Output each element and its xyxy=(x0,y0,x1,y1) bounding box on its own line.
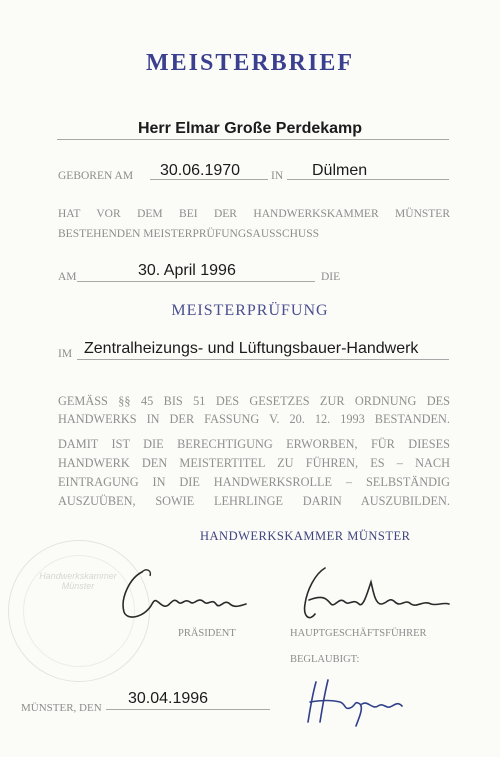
exam-heading: MEISTERPRÜFUNG xyxy=(171,302,329,319)
im-label: IM xyxy=(58,348,73,360)
rights-line-4: AUSZUÜBEN, SOWIE LEHRLINGE DARIN AUSZUBILDEN. xyxy=(58,494,450,508)
law-line-2: HANDWERKS IN DER FASSUNG V. 20. 12. 1993 BESTANDEN. xyxy=(58,412,450,426)
rights-line-3: EINTRAGUNG IN DIE HANDWERKSROLLE – SELBSTÄNDIG xyxy=(58,475,450,489)
in-label: IN xyxy=(271,170,284,182)
law-line-1: GEMÄSS §§ 45 BIS 51 DES GESETZES ZUR ORDNUNG DES xyxy=(58,394,450,408)
birth-place: Dülmen xyxy=(312,162,368,179)
document-title: MEISTERBRIEF xyxy=(145,50,355,76)
chamber-name: HANDWERKSKAMMER MÜNSTER xyxy=(200,529,411,543)
director-signature xyxy=(285,560,455,630)
certified-label: BEGLAUBIGT: xyxy=(290,654,360,665)
rights-line-1: DAMIT IST DIE BERECHTIGUNG ERWORBEN, FÜR DIESES xyxy=(58,437,450,451)
issue-date: 30.04.1996 xyxy=(128,690,209,707)
am-label: AM xyxy=(58,271,77,283)
president-signature xyxy=(112,560,262,630)
exam-date: 30. April 1996 xyxy=(138,262,236,279)
holder-name: Herr Elmar Große Perdekamp xyxy=(137,120,363,137)
issue-date-underline xyxy=(106,709,270,710)
trade-name: Zentralheizungs- und Lüftungsbauer-Handwerk xyxy=(84,340,419,357)
seal-text: Handwerkskammer Münster xyxy=(39,571,117,591)
place-date-label: MÜNSTER, DEN xyxy=(21,702,102,714)
committee-line-2: BESTEHENDEN MEISTERPRÜFUNGSAUSSCHUSS xyxy=(58,228,320,240)
name-underline xyxy=(57,139,449,140)
birth-date: 30.06.1970 xyxy=(160,162,241,179)
trade-underline xyxy=(77,359,449,360)
die-label: DIE xyxy=(321,271,341,283)
certifier-signature xyxy=(298,670,408,730)
president-label: PRÄSIDENT xyxy=(178,628,236,639)
committee-line-1: HAT VOR DEM BEI DER HANDWERKSKAMMER MÜNSTER xyxy=(58,208,450,220)
born-label: GEBOREN AM xyxy=(58,170,134,182)
rights-line-2: HANDWERK DEN MEISTERTITEL ZU FÜHREN, ES – NACH xyxy=(58,456,450,470)
exam-date-underline xyxy=(77,281,315,282)
director-label: HAUPTGESCHÄFTSFÜHRER xyxy=(290,628,427,639)
